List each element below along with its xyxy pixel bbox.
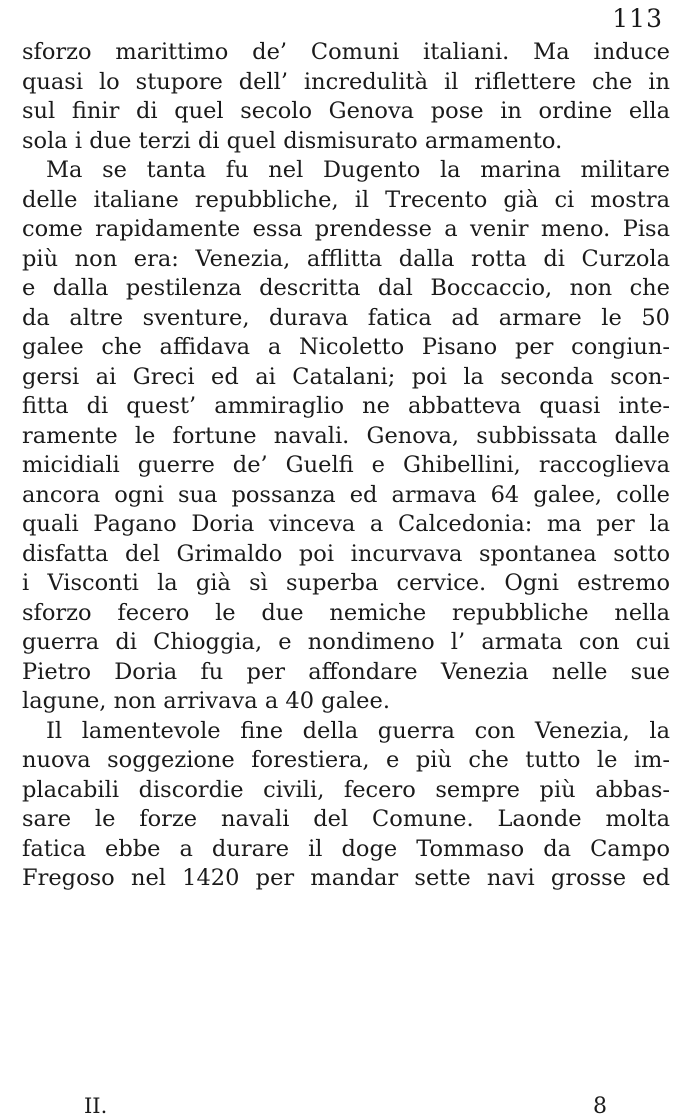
text-line: disfatta del Grimaldo poi incurvava spontanea sotto: [22, 540, 670, 567]
text-line: sare le forze navali del Comune. Laonde molta: [22, 806, 670, 832]
text-line: quali Pagano Doria vinceva a Calcedonia: ma per la: [22, 511, 670, 537]
text-line: gersi ai Greci ed ai Catalani; poi la seconda scon-: [22, 363, 670, 390]
text-line: Il lamentevole fine della guerra con Venezia, la: [46, 717, 670, 744]
text-line: Pietro Doria fu per affondare Venezia nelle sue: [22, 658, 670, 685]
text-line: placabili discordie civili, fecero sempre più abbas-: [22, 776, 670, 803]
text-line: guerra di Chioggia, e nondimeno l’ armata con cui: [22, 629, 670, 655]
text-line: sforzo fecero le due nemiche repubbliche nella: [22, 599, 670, 626]
text-line: i Visconti la già sì superba cervice. Ogni estremo: [22, 570, 670, 596]
text-line: galee che affidava a Nicoletto Pisano per congiun-: [22, 334, 670, 360]
text-line: ancora ogni sua possanza ed armava 64 galee, colle: [22, 481, 670, 508]
text-line: lagune, non arrivava a 40 galee.: [22, 688, 390, 714]
text-line: e dalla pestilenza descritta dal Boccaccio, non che: [22, 275, 670, 301]
text-line: fitta di quest’ ammiraglio ne abbatteva quasi inte-: [22, 393, 670, 419]
page-number: 113: [612, 4, 663, 33]
text-line: Fregoso nel 1420 per mandar sette navi grosse ed: [22, 865, 670, 891]
text-line: ramente le fortune navali. Genova, subbissata dalle: [22, 422, 670, 449]
text-line: quasi lo stupore dell’ incredulità il riflettere che in: [22, 68, 670, 95]
text-line: sola i due terzi di quel dismisurato armamento.: [22, 127, 563, 154]
signature-mark: II.: [84, 1094, 108, 1118]
text-line: come rapidamente essa prendesse a venir meno. Pisa: [22, 216, 670, 242]
text-line: nuova soggezione forestiera, e più che tutto le im-: [22, 747, 670, 773]
text-line: da altre sventure, durava fatica ad armare le 50: [22, 304, 670, 331]
text-line: più non era: Venezia, afflitta dalla rotta di Curzola: [22, 245, 670, 272]
text-line: delle italiane repubbliche, il Trecento già ci mostra: [22, 186, 670, 213]
text-line: sul finir di quel secolo Genova pose in ordine ella: [22, 98, 670, 124]
text-line: micidiali guerre de’ Guelfi e Ghibellini, raccoglieva: [22, 452, 670, 478]
text-line: sforzo marittimo de’ Comuni italiani. Ma induce: [22, 39, 670, 65]
text-line: Ma se tanta fu nel Dugento la marina militare: [46, 157, 670, 183]
leaf-number: 8: [593, 1094, 607, 1119]
body-text: [22, 38, 670, 894]
text-line: fatica ebbe a durare il doge Tommaso da Campo: [22, 835, 670, 862]
